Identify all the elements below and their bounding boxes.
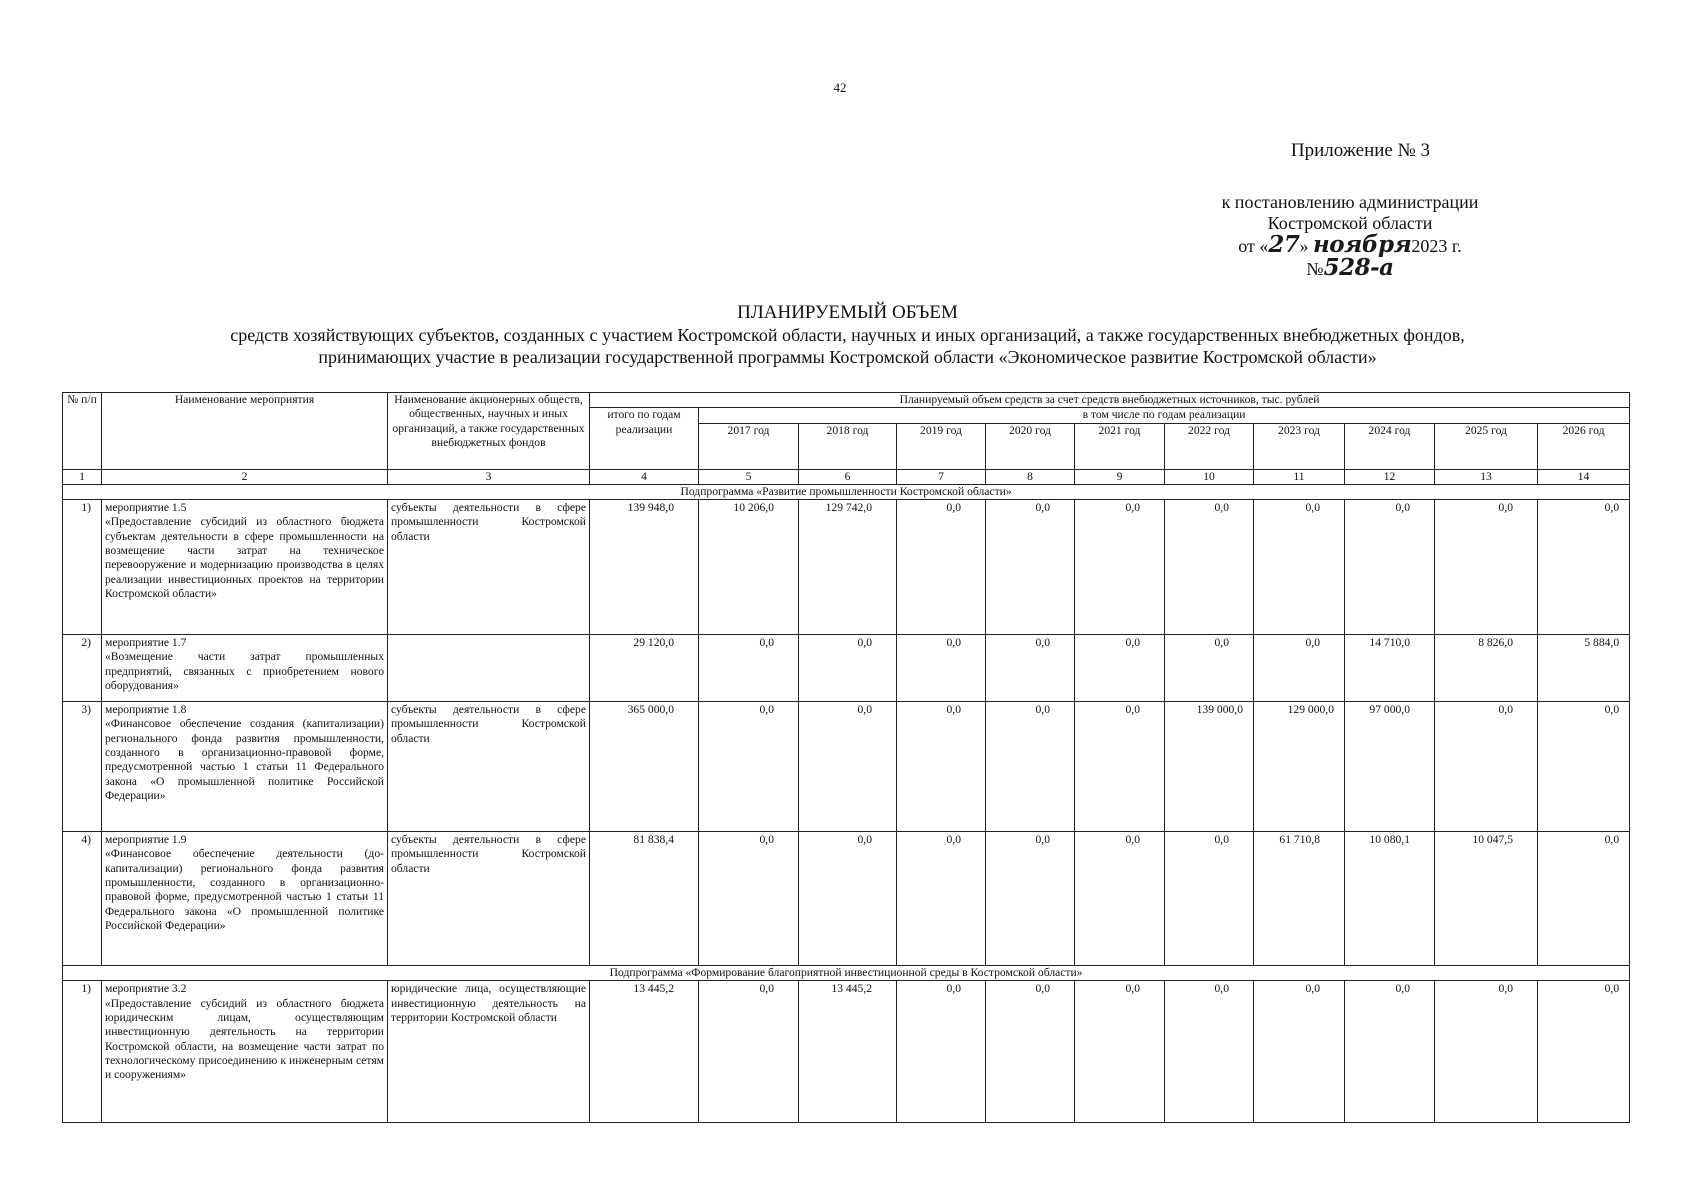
header-year: 2021 год xyxy=(1075,423,1165,469)
event-name xyxy=(102,635,388,702)
total-value: 29 120,0 xyxy=(590,635,699,702)
year-value: 0,0 xyxy=(1435,702,1538,832)
column-index: 3 xyxy=(388,469,590,484)
row-number: 4) xyxy=(63,832,102,966)
subprogram-heading: Подпрограмма «Формирование благоприятной инвестиционной среды в Костромской области» xyxy=(63,966,1630,981)
year-value: 14 710,0 xyxy=(1345,635,1435,702)
header-year: 2026 год xyxy=(1538,423,1630,469)
year-value: 0,0 xyxy=(1075,500,1165,635)
year-value: 0,0 xyxy=(1165,500,1254,635)
year-value: 0,0 xyxy=(1538,500,1630,635)
event-name xyxy=(102,832,388,966)
year-value: 0,0 xyxy=(986,635,1075,702)
table-row xyxy=(63,500,1630,635)
page-number: 42 xyxy=(833,80,847,95)
header-event: Наименование мероприятия xyxy=(102,393,388,470)
decree-line-1: к постановлению администрации xyxy=(1221,192,1479,212)
event-text: «Предоставление субсидий из областного бюджета субъектам деятельности в сфере промышленности на возмещение части затрат на техническое перевооружение и модернизацию производства в целях реализации инвестиционных проектов на территории Костромской области» xyxy=(105,515,384,600)
year-value: 0,0 xyxy=(699,702,799,832)
header-year: 2023 год xyxy=(1254,423,1345,469)
funding-table xyxy=(62,392,1630,1123)
header-year: 2019 год xyxy=(897,423,986,469)
year-value: 0,0 xyxy=(897,832,986,966)
total-value: 81 838,4 xyxy=(590,832,699,966)
column-index: 5 xyxy=(699,469,799,484)
column-index: 6 xyxy=(799,469,897,484)
organization: субъекты деятельности в сфере промышленности Костромской области xyxy=(388,702,590,832)
column-index: 14 xyxy=(1538,469,1630,484)
year-value: 129 000,0 xyxy=(1254,702,1345,832)
table-row xyxy=(63,635,1630,702)
year-value: 0,0 xyxy=(1435,500,1538,635)
column-index: 13 xyxy=(1435,469,1538,484)
year-value: 0,0 xyxy=(699,981,799,1123)
header-org: Наименование акционерных обществ, общественных, научных и иных организаций, а также государственных внебюджетных фондов xyxy=(388,393,590,470)
header-year: 2024 год xyxy=(1345,423,1435,469)
year-value: 0,0 xyxy=(1435,981,1538,1123)
event-title: мероприятие 1.9 xyxy=(105,833,187,847)
decree-line-2: Костромской области xyxy=(1267,213,1433,233)
table-row xyxy=(63,832,1630,966)
subprogram-heading: Подпрограмма «Развитие промышленности Костромской области» xyxy=(63,484,1630,499)
header-year: 2022 год xyxy=(1165,423,1254,469)
event-title: мероприятие 1.7 xyxy=(105,636,187,650)
year-value: 0,0 xyxy=(897,981,986,1123)
table-row xyxy=(63,702,1630,832)
column-index: 7 xyxy=(897,469,986,484)
handwritten-day: 27 xyxy=(1268,231,1300,258)
header-year: 2017 год xyxy=(699,423,799,469)
column-index: 1 xyxy=(63,469,102,484)
handwritten-month: ноября xyxy=(1312,231,1412,258)
event-text: «Финансовое обеспечение деятельности (докапитализации) регионального фонда развития промышленности, созданного в организационно-правовой форме, предусмотренной частью 1 статьи 11 Федерального закона «О промышленной политике Российской Федерации» xyxy=(105,847,384,932)
year-value: 0,0 xyxy=(1538,702,1630,832)
event-name xyxy=(102,702,388,832)
total-value: 13 445,2 xyxy=(590,981,699,1123)
table-row xyxy=(63,981,1630,1123)
column-index-row xyxy=(63,469,1630,484)
year-value: 0,0 xyxy=(1254,500,1345,635)
year-value: 0,0 xyxy=(986,832,1075,966)
total-value: 365 000,0 xyxy=(590,702,699,832)
organization xyxy=(388,635,590,702)
header-no: № п/п xyxy=(63,393,102,470)
header-planned: Планируемый объем средств за счет средств внебюджетных источников, тыс. рублей xyxy=(590,393,1630,408)
organization: субъекты деятельности в сфере промышленности Костромской области xyxy=(388,500,590,635)
year-value: 0,0 xyxy=(799,702,897,832)
year-value: 0,0 xyxy=(699,832,799,966)
column-index: 10 xyxy=(1165,469,1254,484)
title-line-2: средств хозяйствующих субъектов, созданных с участием Костромской области, научных и иных организаций, а также государственных внебюджетных фондов, xyxy=(230,325,1465,345)
decree-reference xyxy=(1200,192,1500,280)
year-value: 10 080,1 xyxy=(1345,832,1435,966)
event-text: «Предоставление субсидий из областного бюджета юридическим лицам, осуществляющим инвестиционную деятельность на территории Костромской области, на возмещение части затрат по технологическому присоединению к инженерным сетям и сооружениям» xyxy=(105,996,384,1082)
row-number: 1) xyxy=(63,500,102,635)
event-text: «Финансовое обеспечение создания (капитализации) регионального фонда развития промышленности, созданного в организационно-правовой форме, предусмотренной частью 1 статьи 11 Федерального закона «О промышленной политике Российской Федерации» xyxy=(105,717,384,802)
event-name xyxy=(102,500,388,635)
year-value: 0,0 xyxy=(1165,635,1254,702)
year-value: 10 206,0 xyxy=(699,500,799,635)
organization: юридические лица, осуществляющие инвестиционную деятельность на территории Костромской области xyxy=(388,981,590,1123)
decree-mid-1: » xyxy=(1299,236,1309,256)
year-value: 0,0 xyxy=(1165,832,1254,966)
year-value: 0,0 xyxy=(897,635,986,702)
column-index: 11 xyxy=(1254,469,1345,484)
year-value: 0,0 xyxy=(1075,702,1165,832)
total-value: 139 948,0 xyxy=(590,500,699,635)
year-value: 0,0 xyxy=(1538,832,1630,966)
row-number: 3) xyxy=(63,702,102,832)
header-year: 2018 год xyxy=(799,423,897,469)
year-value: 0,0 xyxy=(1254,981,1345,1123)
year-value: 0,0 xyxy=(897,500,986,635)
organization: субъекты деятельности в сфере промышленности Костромской области xyxy=(388,832,590,966)
column-index: 9 xyxy=(1075,469,1165,484)
event-name xyxy=(102,981,388,1123)
year-value: 13 445,2 xyxy=(799,981,897,1123)
column-index: 8 xyxy=(986,469,1075,484)
title-line-3: принимающих участие в реализации государственной программы Костромской области «Экономическое развитие Костромской области» xyxy=(318,347,1377,367)
year-value: 0,0 xyxy=(986,981,1075,1123)
document-title xyxy=(80,302,1615,368)
year-value: 61 710,8 xyxy=(1254,832,1345,966)
year-value: 0,0 xyxy=(799,832,897,966)
year-value: 0,0 xyxy=(897,702,986,832)
year-value: 0,0 xyxy=(1345,981,1435,1123)
row-number: 1) xyxy=(63,981,102,1123)
event-title: мероприятие 1.8 xyxy=(105,703,187,717)
header-incl: в том числе по годам реализации xyxy=(699,408,1630,423)
year-value: 0,0 xyxy=(1165,981,1254,1123)
event-title: мероприятие 3.2 xyxy=(105,982,187,996)
year-value: 0,0 xyxy=(1075,832,1165,966)
attachment-label: Приложение № 3 xyxy=(1290,140,1430,161)
year-value: 139 000,0 xyxy=(1165,702,1254,832)
year-value: 129 742,0 xyxy=(799,500,897,635)
header-total: итого по годам реализации xyxy=(590,408,699,469)
year-value: 0,0 xyxy=(986,500,1075,635)
year-value: 0,0 xyxy=(986,702,1075,832)
header-year: 2020 год xyxy=(986,423,1075,469)
year-value: 0,0 xyxy=(1075,635,1165,702)
column-index: 2 xyxy=(102,469,388,484)
year-value: 10 047,5 xyxy=(1435,832,1538,966)
handwritten-number: 528-а xyxy=(1323,254,1394,281)
row-number: 2) xyxy=(63,635,102,702)
decree-line-3 xyxy=(1200,231,1500,281)
header-year: 2025 год xyxy=(1435,423,1538,469)
year-value: 8 826,0 xyxy=(1435,635,1538,702)
year-value: 0,0 xyxy=(1075,981,1165,1123)
year-value: 0,0 xyxy=(799,635,897,702)
column-index: 12 xyxy=(1345,469,1435,484)
event-title: мероприятие 1.5 xyxy=(105,501,187,515)
year-value: 0,0 xyxy=(699,635,799,702)
year-value: 0,0 xyxy=(1254,635,1345,702)
decree-prefix: от « xyxy=(1238,236,1269,256)
year-value: 0,0 xyxy=(1538,981,1630,1123)
decree-mid-2: 2023 г. № xyxy=(1306,236,1462,279)
year-value: 97 000,0 xyxy=(1345,702,1435,832)
event-text: «Возмещение части затрат промышленных предприятий, связанных с приобретением нового оборудования» xyxy=(105,650,384,693)
year-value: 0,0 xyxy=(1345,500,1435,635)
title-line-1: ПЛАНИРУЕМЫЙ ОБЪЕМ xyxy=(737,302,958,323)
column-index: 4 xyxy=(590,469,699,484)
year-value: 5 884,0 xyxy=(1538,635,1630,702)
